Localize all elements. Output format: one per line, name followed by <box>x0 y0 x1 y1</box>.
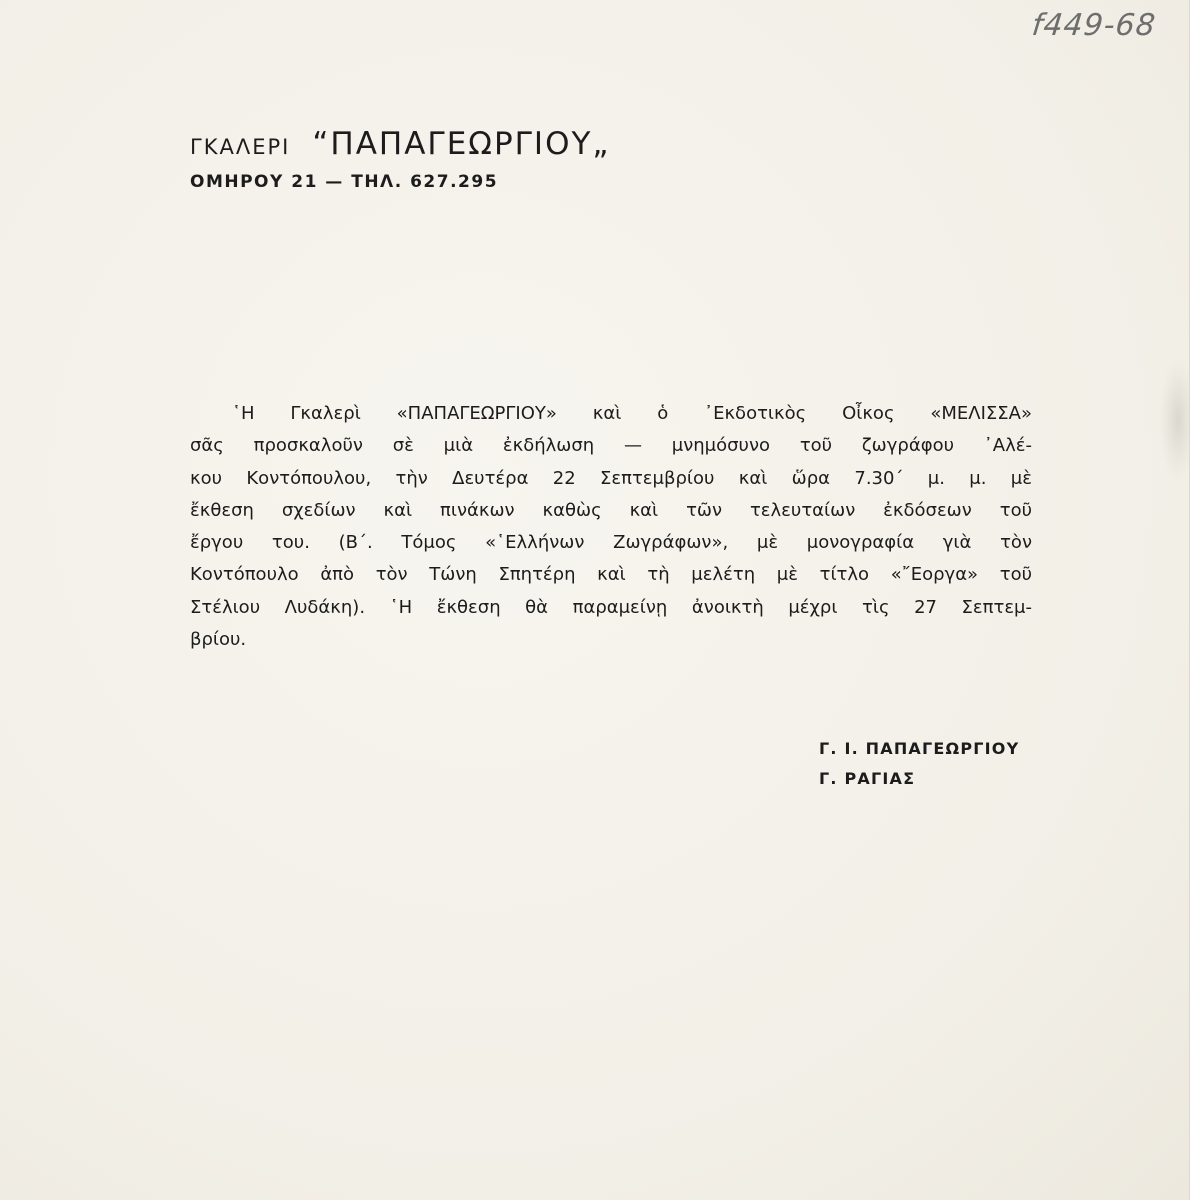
body-line: βρίου. <box>190 629 247 651</box>
body-line: ἔκθεση σχεδίων καὶ πινάκων καθὼς καὶ τῶν τελευταίων ἐκδόσεων τοῦ <box>190 499 1032 521</box>
signature-ragias: Γ. ΡΑΓΙΑΣ <box>819 769 916 788</box>
gallery-address: ΟΜΗΡΟΥ 21 — ΤΗΛ. 627.295 <box>190 172 499 192</box>
signatures <box>819 734 1019 794</box>
scan-edge <box>1189 0 1196 1200</box>
invitation-text <box>190 398 1032 656</box>
letterhead <box>190 126 610 192</box>
body-line: κου Κοντόπουλου, τὴν Δευτέρα 22 Σεπτεμβρίου καὶ ὥρα 7.30΄ μ. μ. μὲ <box>190 467 1032 489</box>
body-line: ῾Η Γκαλερὶ «ΠΑΠΑΓΕΩΡΓΙΟΥ» καὶ ὁ ᾿Εκδοτικὸς Οἶκος «ΜΕΛΙΣΣΑ» <box>232 403 1032 424</box>
signature-papageorgiou: Γ. Ι. ΠΑΠΑΓΕΩΡΓΙΟΥ <box>819 739 1020 758</box>
letterhead-title <box>190 126 610 162</box>
body-line: Στέλιου Λυδάκη). ῾Η ἔκθεση θὰ παραμείνῃ ἀνοικτὴ μέχρι τὶς 27 Σεπτεμ- <box>190 596 1032 618</box>
archive-handwritten-note: f449-68 <box>1030 8 1158 43</box>
body-line: Κοντόπουλο ἀπὸ τὸν Τώνη Σπητέρη καὶ τὴ μελέτη μὲ τίτλο «῎Εοργα» τοῦ <box>190 564 1032 586</box>
gallery-word: ΓΚΑΛΕΡΙ <box>190 135 291 159</box>
body-line: σᾶς προσκαλοῦν σὲ μιὰ ἐκδήλωση — μνημόσυνο τοῦ ζωγράφου ᾿Αλέ- <box>190 435 1032 457</box>
gallery-name: “ΠΑΠΑΓΕΩΡΓΙΟΥ„ <box>312 126 611 162</box>
body-line: ἔργου του. (Β΄. Τόμος «῾Ελλήνων Ζωγράφων», μὲ μονογραφία γιὰ τὸν <box>190 532 1032 554</box>
